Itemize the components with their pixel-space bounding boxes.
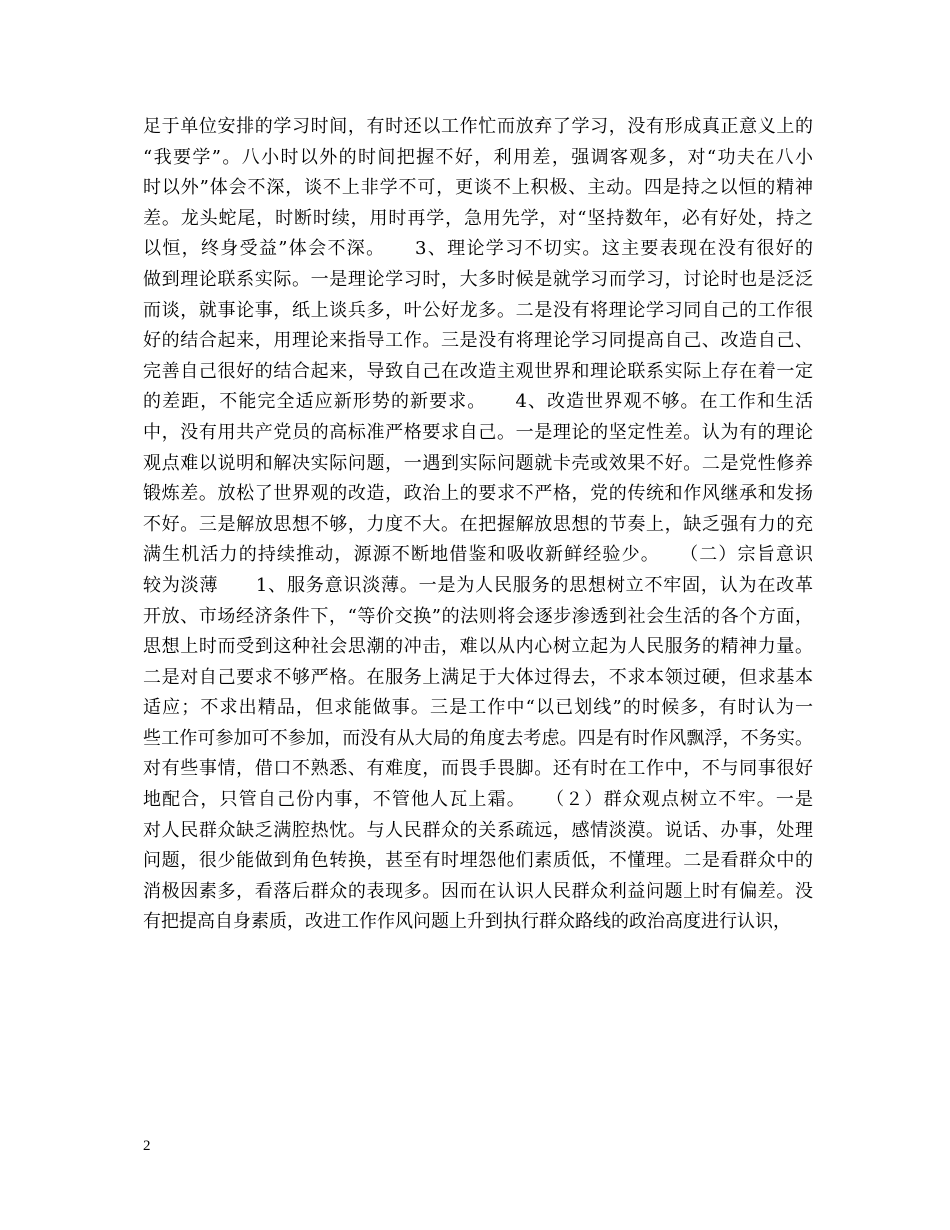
text-line: 有把提高自身素质，改进工作作风问题上升到执行群众路线的政治高度进行认识， — [143, 911, 791, 933]
text-line: 不好。三是解放思想不够，力度不大。在把握解放思想的节奏上，缺乏强有力的充 — [143, 513, 813, 535]
text-line: 观点难以说明和解决实际问题，一遇到实际问题就卡壳或效果不好。二是党性修养 — [143, 452, 813, 474]
text-line: 较为淡薄 1、服务意识淡薄。一是为人民服务的思想树立不牢固，认为在改革 — [143, 574, 813, 596]
text-line: 足于单位安排的学习时间，有时还以工作忙而放弃了学习，没有形成真正意义上的 — [143, 116, 813, 137]
text-line: 完善自己很好的结合起来，导致自己在改造主观世界和理论联系实际上存在着一定 — [143, 360, 813, 382]
text-line: 开放、市场经济条件下，“等价交换”的法则将会逐步渗透到社会生活的各个方面， — [143, 605, 813, 627]
text-line: 适应；不求出精品，但求能做事。三是工作中“以已划线”的时候多，有时认为一 — [143, 697, 813, 719]
text-line: “我要学”。八小时以外的时间把握不好，利用差，强调客观多，对“功夫在八小 — [143, 146, 813, 168]
text-line: 锻炼差。放松了世界观的改造，政治上的要求不严格，党的传统和作风继承和发扬 — [143, 483, 813, 505]
text-line: 些工作可参加可不参加，而没有从大局的角度去考虑。四是有时作风飘浮，不务实。 — [143, 727, 813, 749]
text-line: 消极因素多，看落后群众的表现多。因而在认识人民群众利益问题上时有偏差。没 — [143, 880, 813, 902]
body-text — [143, 112, 813, 938]
page-number: 2 — [143, 1138, 151, 1154]
text-line: 思想上时而受到这种社会思潮的冲击，难以从内心树立起为人民服务的精神力量。 — [143, 636, 813, 658]
text-line: 问题，很少能做到角色转换，甚至有时埋怨他们素质低，不懂理。二是看群众中的 — [143, 850, 813, 872]
text-line: 而谈，就事论事，纸上谈兵多，叶公好龙多。二是没有将理论学习同自己的工作很 — [143, 299, 813, 321]
text-line: 对有些事情，借口不熟悉、有难度，而畏手畏脚。还有时在工作中，不与同事很好 — [143, 758, 813, 780]
text-line: 中，没有用共产党员的高标准严格要求自己。一是理论的坚定性差。认为有的理论 — [143, 421, 813, 443]
text-line: 对人民群众缺乏满腔热忱。与人民群众的关系疏远，感情淡漠。说话、办事，处理 — [143, 819, 813, 841]
text-line: 差。龙头蛇尾，时断时续，用时再学，急用先学，对“坚持数年，必有好处，持之 — [143, 207, 813, 229]
text-line: 满生机活力的持续推动，源源不断地借鉴和吸收新鲜经验少。 （二）宗旨意识 — [143, 544, 813, 566]
text-line: 时以外”体会不深，谈不上非学不可，更谈不上积极、主动。四是持之以恒的精神 — [143, 177, 813, 199]
text-line: 以恒，终身受益”体会不深。 3、理论学习不切实。这主要表现在没有很好的 — [143, 238, 813, 260]
text-line: 的差距，不能完全适应新形势的新要求。 4、改造世界观不够。在工作和生活 — [143, 391, 813, 413]
text-line: 二是对自己要求不够严格。在服务上满足于大体过得去，不求本领过硬，但求基本 — [143, 666, 813, 688]
text-line: 做到理论联系实际。一是理论学习时，大多时候是就学习而学习，讨论时也是泛泛 — [143, 268, 813, 290]
text-line: 好的结合起来，用理论来指导工作。三是没有将理论学习同提高自己、改造自己、 — [143, 330, 813, 352]
text-line: 地配合，只管自己份内事，不管他人瓦上霜。 （２）群众观点树立不牢。一是 — [143, 789, 813, 811]
